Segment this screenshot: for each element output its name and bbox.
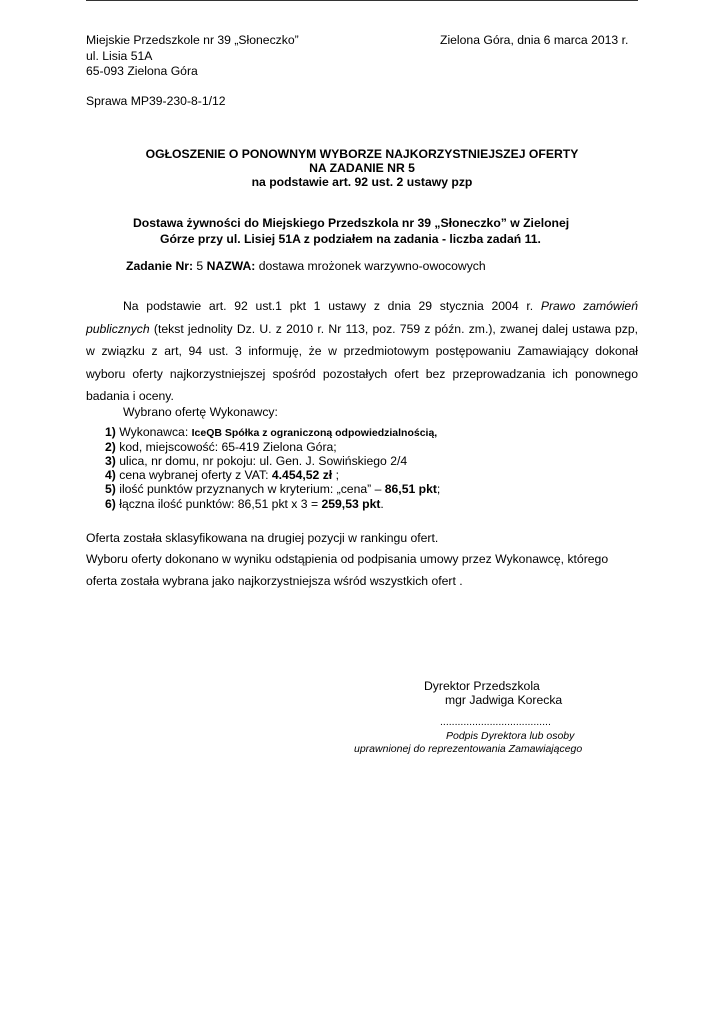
- list-text-end: ;: [436, 482, 441, 496]
- signature-caption-2: uprawnionej do reprezentowania Zamawiającego: [354, 743, 583, 755]
- list-number: 5): [105, 482, 116, 496]
- body-line-2-text: (tekst jednolity Dz. U. z 2010 r. Nr 113, poz. 759 z późn. zm.), zwanej dalej ustawa pzp,: [149, 321, 638, 336]
- task-label: Zadanie Nr:: [126, 259, 194, 273]
- signatory-title: Dyrektor Przedszkola: [424, 679, 540, 693]
- body-line-1: [86, 295, 638, 318]
- case-reference: Sprawa MP39-230-8-1/12: [86, 94, 226, 108]
- org-postal: 65-093 Zielona Góra: [86, 64, 198, 78]
- task-name-label: NAZWA:: [206, 259, 256, 273]
- signature-line: ......................................: [440, 716, 551, 728]
- list-item: [105, 425, 437, 441]
- total-points: 259,53 pkt: [321, 497, 381, 511]
- title-line-1: OGŁOSZENIE O PONOWNYM WYBORZE NAJKORZYSTNIEJSZEJ OFERTY: [145, 147, 579, 161]
- title-line-2: NA ZADANIE NR 5: [309, 161, 415, 175]
- body-line-3: w związku z art, 94 ust. 3 informuję, że w przedmiotowym postępowaniu Zamawiający dokonał: [86, 344, 638, 359]
- org-name: Miejskie Przedszkole nr 39 „Słoneczko”: [86, 33, 299, 47]
- act-title-part1: Prawo zamówień: [540, 299, 638, 313]
- list-number: 4): [105, 468, 116, 482]
- signature-caption-1: Podpis Dyrektora lub osoby: [446, 730, 575, 742]
- list-text: cena wybranej oferty z VAT:: [115, 468, 272, 482]
- list-item: [105, 454, 407, 469]
- signatory-name: mgr Jadwiga Korecka: [445, 693, 563, 707]
- contractor-name: IceQB Spółka z ograniczoną odpowiedzialnością,: [191, 427, 438, 439]
- body-line-4: wyboru oferty najkorzystniejszej spośród pozostałych ofert bez przeprowadzania ich ponownego: [86, 366, 638, 381]
- org-street: ul. Lisia 51A: [86, 49, 153, 63]
- list-text: ulica, nr domu, nr pokoju: ul. Gen. J. Sowińskiego 2/4: [115, 454, 408, 468]
- body-line-2: [86, 318, 638, 341]
- top-rule: [86, 0, 638, 1]
- list-item: [105, 468, 339, 483]
- task-line: [126, 259, 486, 274]
- list-number: 3): [105, 454, 116, 468]
- selection-reason-line-1: Wyboru oferty dokonano w wyniku odstąpienia od podpisania umowy przez Wykonawcę, którego: [86, 552, 609, 566]
- list-text: kod, miejscowość: 65-419 Zielona Góra;: [115, 440, 337, 454]
- list-item: [105, 440, 337, 455]
- place-date: Zielona Góra, dnia 6 marca 2013 r.: [440, 33, 629, 47]
- list-text: Wykonawca:: [115, 425, 192, 439]
- body-paragraph: [86, 295, 638, 408]
- body-line-1-text: Na podstawie art. 92 ust.1 pkt 1 ustawy z dnia 29 stycznia 2004 r.: [123, 299, 541, 313]
- list-text: łączna ilość punktów: 86,51 pkt x 3 =: [115, 497, 322, 511]
- subject-line-2: Górze przy ul. Lisiej 51A z podziałem na zadania - liczba zadań 11.: [160, 232, 541, 246]
- list-text-end: .: [380, 497, 384, 511]
- list-text: ilość punktów przyznanych w kryterium: „cena” –: [115, 482, 385, 496]
- list-number: 6): [105, 497, 116, 511]
- act-title-part2: publicznych: [86, 321, 150, 336]
- list-item: [105, 482, 440, 497]
- title-line-3: na podstawie art. 92 ust. 2 ustawy pzp: [251, 175, 473, 189]
- body-line-5: badania i oceny.: [86, 389, 174, 404]
- chosen-offer-heading: Wybrano ofertę Wykonawcy:: [123, 405, 278, 419]
- ranking-note: Oferta została sklasyfikowana na drugiej pozycji w rankingu ofert.: [86, 531, 439, 545]
- list-number: 2): [105, 440, 116, 454]
- price-points: 86,51 pkt: [384, 482, 437, 496]
- task-name-value: dostawa mrożonek warzywno-owocowych: [255, 259, 486, 273]
- offer-price: 4.454,52 zł: [271, 468, 333, 482]
- list-item: [105, 497, 384, 512]
- task-number: 5: [193, 259, 207, 273]
- subject-line-1: Dostawa żywności do Miejskiego Przedszkola nr 39 „Słoneczko” w Zielonej: [133, 216, 570, 230]
- list-text-end: ;: [332, 468, 339, 482]
- selection-reason-line-2: oferta została wybrana jako najkorzystniejsza wśród wszystkich ofert .: [86, 574, 463, 588]
- list-number: 1): [105, 425, 116, 439]
